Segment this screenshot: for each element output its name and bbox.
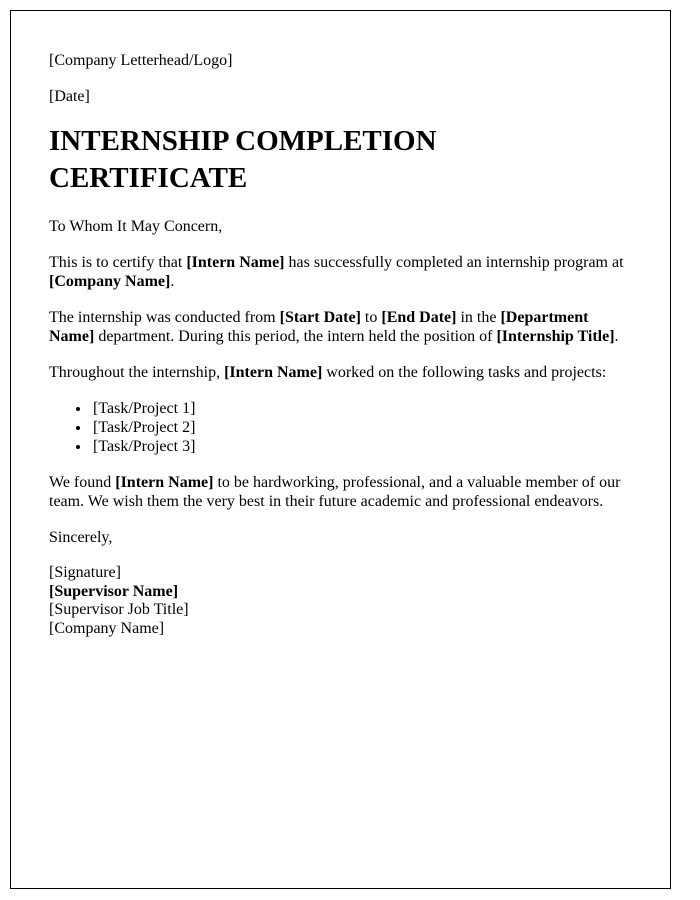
paragraph-certify: This is to certify that [Intern Name] has successfully completed an internship program at [Company Name]. <box>49 254 624 290</box>
paragraph-closing: We found [Intern Name] to be hardworking, professional, and a valuable member of our team. We wish them the very best in their future academic and professional endeavors. <box>49 474 621 510</box>
paragraph-duration: The internship was conducted from [Start Date] to [End Date] in the [Department Name] department. During this period, the intern held the position of [Internship Title]. <box>49 309 619 345</box>
supervisor-job-title: [Supervisor Job Title] <box>49 601 189 618</box>
task-item-2: • [Task/Project 2] <box>91 418 632 437</box>
date-placeholder: [Date] <box>49 88 90 105</box>
signoff: Sincerely, <box>49 529 113 546</box>
salutation: To Whom It May Concern, <box>49 218 223 235</box>
document-page <box>10 10 671 889</box>
company-name: [Company Name] <box>49 619 165 637</box>
paragraph-tasks-intro: Throughout the internship, [Intern Name] worked on the following tasks and projects: <box>49 364 607 381</box>
task-list <box>49 399 632 456</box>
document-title: INTERNSHIP COMPLETION CERTIFICATE <box>49 125 437 194</box>
task-item-3: • [Task/Project 3] <box>91 437 632 456</box>
signature-block <box>49 564 632 638</box>
letterhead-placeholder: [Company Letterhead/Logo] <box>49 52 233 69</box>
task-item-1: • [Task/Project 1] <box>91 399 632 418</box>
supervisor-name: [Supervisor Name] <box>49 582 179 600</box>
signature-placeholder: [Signature] <box>49 564 121 581</box>
